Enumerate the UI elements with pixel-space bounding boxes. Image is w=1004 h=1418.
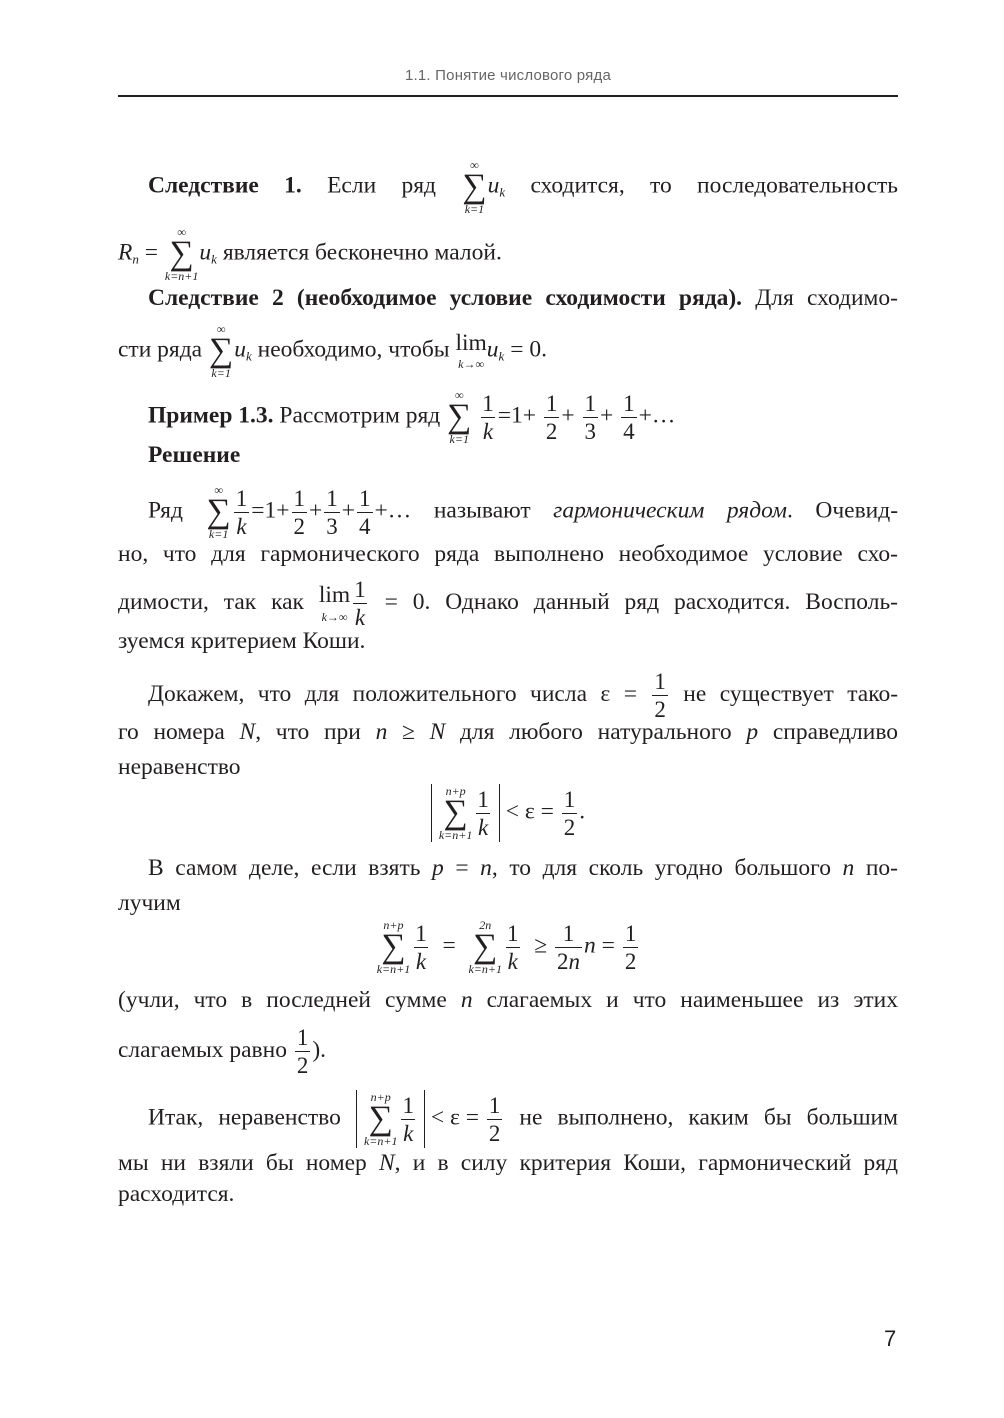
solution-line-1: Ряд ∞ ∑ k=1 $\frac{1}{k}$ =1+ $\frac{1}{2}$ + $\frac{1}{3}$ + $\frac{1}{4}$ +… называют гармоническим рядом. Очевид- bbox=[148, 483, 899, 541]
limit-operator: lim k→∞ bbox=[455, 329, 487, 372]
sum-formula: ∞ ∑ k=1 bbox=[208, 322, 234, 380]
text: Докажем, что для положительного числа ε = bbox=[148, 680, 637, 707]
text: . Очевид- bbox=[786, 497, 899, 524]
text: (учли, что в последней сумме bbox=[118, 987, 447, 1013]
text: сти ряда bbox=[118, 336, 203, 363]
sum-formula: ∞ ∑ k=1 bbox=[447, 388, 472, 446]
solution-line-4: зуемся критерием Коши. bbox=[118, 628, 366, 654]
solution-line-12: Итак, неравенство n+p ∑ k=n+1 $\frac{1}{k}$ < ε = $\frac{1}{2}$ не выполнено, каким бы большим bbox=[148, 1090, 899, 1148]
text: Рассмотрим ряд bbox=[279, 402, 441, 429]
text: Если ряд bbox=[327, 172, 436, 199]
solution-line-13: мы ни взяли бы номер N, и в силу критерия Коши, гармонический ряд bbox=[118, 1150, 899, 1176]
solution-line-7: неравенство bbox=[118, 754, 241, 780]
text: В самом деле, если взять bbox=[148, 855, 421, 881]
text: = 0. bbox=[510, 336, 547, 363]
limit-operator: lim k→∞ bbox=[318, 582, 351, 624]
sum-formula: ∞ ∑ k=n+1 bbox=[164, 225, 199, 283]
example-label: Пример 1.3. bbox=[148, 402, 274, 429]
header-rule bbox=[118, 95, 898, 97]
text: по- bbox=[865, 855, 898, 881]
solution-line-8: В самом деле, если взять p = n, то для сколь угодно большого n по- bbox=[148, 855, 898, 881]
text: не выполнено, каким бы большим bbox=[519, 1104, 899, 1131]
solution-line-5: Докажем, что для положительного числа ε = $\frac{1}{2}$ не существует тако- bbox=[148, 669, 899, 722]
text: справедливо bbox=[772, 719, 899, 745]
text: слагаемых и что наименьшее из этих bbox=[486, 987, 899, 1013]
italic-term: гармоническим рядом bbox=[553, 497, 787, 524]
page-number: 7 bbox=[884, 1326, 897, 1351]
solution-heading bbox=[148, 441, 898, 469]
solution-line-14: расходится. bbox=[118, 1181, 235, 1207]
inequality-formula: n+p ∑ k=n+1 $\frac{1}{k}$ < ε = $\frac{1}{2}$ . bbox=[118, 784, 898, 842]
text: = 0. Однако данный ряд расходится. Восполь- bbox=[384, 588, 898, 615]
corollary-2-line-1 bbox=[148, 284, 898, 312]
example-line: Пример 1.3. Рассмотрим ряд ∞ ∑ k=1 $\frac{1}{k}$ =1+ $\frac{1}{2}$ + $\frac{1}{3}$ + $\frac{1}{4}$ +… bbox=[148, 388, 676, 446]
sum-formula: ∞ ∑ k=1 bbox=[206, 483, 231, 541]
text: Итак, неравенство bbox=[148, 1104, 341, 1131]
corollary-2-label: Следствие 2 (необходимое условие сходимости ряда). bbox=[148, 285, 743, 311]
text: , то для сколь угодно большого bbox=[491, 855, 831, 881]
text: го номера bbox=[118, 719, 225, 745]
solution-line-10: (учли, что в последней сумме n слагаемых и что наименьшее из этих bbox=[118, 987, 899, 1013]
corollary-1-line-2: $R_n$ = ∞ ∑ k=n+1 $u_k$ является бесконечно малой. bbox=[118, 225, 502, 283]
sum-formula: ∞ ∑ k=1 bbox=[462, 158, 487, 216]
text: для любого натурального bbox=[459, 719, 732, 745]
running-head: 1.1. Понятие числового ряда bbox=[404, 67, 612, 84]
text: не существует тако- bbox=[683, 680, 899, 707]
text: слагаемых равно bbox=[118, 1036, 287, 1063]
solution-line-2: но, что для гармонического ряда выполнено необходимое условие схо- bbox=[118, 541, 898, 567]
text: , и в силу критерия Коши, гармонический ряд bbox=[394, 1150, 899, 1176]
solution-line-11: слагаемых равно $\frac{1}{2}$ ). bbox=[118, 1025, 327, 1078]
text: Для сходимо- bbox=[755, 285, 898, 311]
text: сходится, то последовательность bbox=[530, 172, 899, 199]
solution-heading-text: Решение bbox=[148, 442, 241, 468]
text: называют bbox=[433, 497, 531, 524]
sum-estimate-formula: n+p ∑ k=n+1 $\frac{1}{k}$ = 2n ∑ k=n+1 $\frac{1}{k}$ ≥ $\frac{1}{2n}$ n = $\frac{1}{2}$ bbox=[376, 918, 637, 976]
solution-line-9: лучим bbox=[118, 890, 181, 916]
solution-line-3: димости, так как lim k→∞ $\frac{1}{k}$ = 0. Однако данный ряд расходится. Восполь- bbox=[118, 577, 898, 630]
text: , что при bbox=[255, 719, 361, 745]
text: димости, так как bbox=[118, 588, 304, 615]
corollary-1-label: Следствие 1. bbox=[148, 172, 302, 199]
text: является бесконечно малой. bbox=[222, 239, 502, 266]
corollary-2-line-2: сти ряда ∞ ∑ k=1 $u_k$ необходимо, чтобы lim k→∞ $u_k = 0$. bbox=[118, 322, 547, 380]
corollary-1-line-1: Следствие 1. Если ряд ∞ ∑ k=1 $u_k$ сходится, то последовательность bbox=[148, 158, 899, 216]
text: Ряд bbox=[148, 497, 183, 524]
text: необходимо, чтобы bbox=[257, 336, 450, 363]
text: мы ни взяли бы номер bbox=[118, 1150, 367, 1176]
solution-line-6: го номера N, что при n ≥ N для любого натурального p справедливо bbox=[118, 719, 899, 745]
